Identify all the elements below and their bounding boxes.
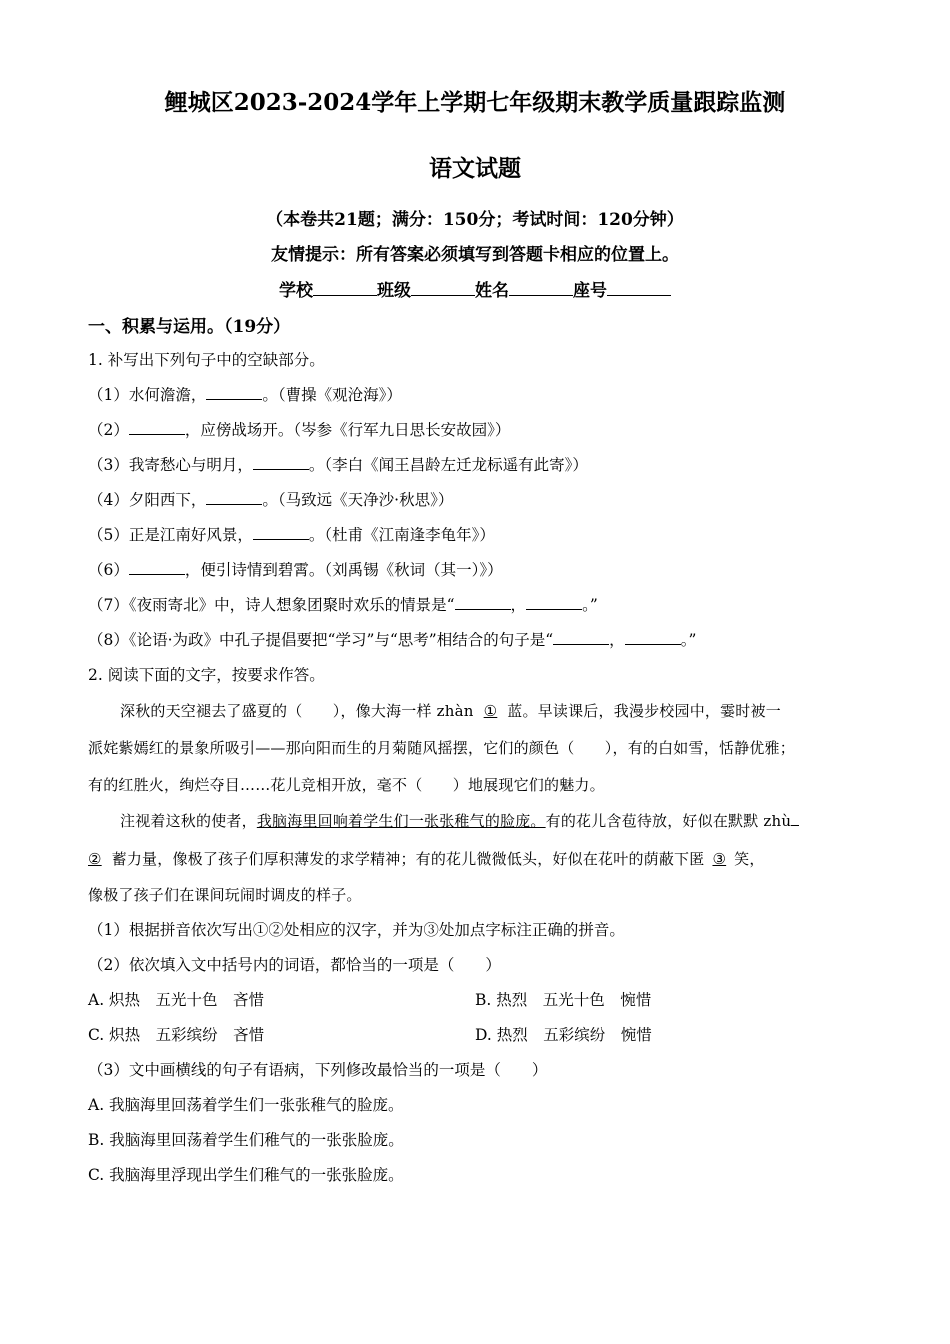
section-heading: 一、积累与运用。（19分）	[88, 317, 291, 337]
q2-sub2-option-b: B. 热烈 五光十色 惋惜	[475, 991, 652, 1009]
passage-p1-line1: 深秋的天空褪去了盛夏的（ ），像大海一样 zhàn ① 蓝。早读课后，我漫步校园中，霎时被一	[120, 702, 781, 720]
blank-marker-1: ①	[483, 702, 498, 720]
q2-sub3: （3）文中画横线的句子有语病，下列修改最恰当的一项是（ ）	[88, 1061, 548, 1079]
answer-blank	[129, 419, 185, 436]
passage-p1-line2: 派姹紫嫣红的景象所吸引——那向阳而生的月菊随风摇摆，它们的颜色（ ），有的白如雪，恬静优雅；	[88, 739, 795, 757]
friendly-tip: 友情提示：所有答案必须填写到答题卡相应的位置上。	[271, 245, 679, 265]
passage-p2-line2: ② 蓄力量，像极了孩子们厚积薄发的求学精神；有的花儿微微低头，好似在花叶的荫蔽下匿 ③ 笑，	[88, 850, 765, 868]
q1-item-5: （5）正是江南好风景， 。（杜甫《江南逢李龟年》）	[88, 523, 495, 545]
q2-sub3-option-c: C. 我脑海里浮现出学生们稚气的一张张脸庞。	[88, 1166, 404, 1184]
q1-item-1: （1）水何澹澹， 。（曹操《观沧海》）	[88, 383, 402, 405]
answer-blank	[206, 489, 262, 506]
answer-blank	[553, 629, 609, 646]
school-blank	[313, 278, 377, 296]
q2-sub3-option-b: B. 我脑海里回荡着学生们稚气的一张张脸庞。	[88, 1131, 404, 1149]
answer-blank	[206, 384, 262, 401]
blank-marker-2: ②	[88, 850, 102, 868]
q1-item-7: （7）《夜雨寄北》中，诗人想象团聚时欢乐的情景是“ ， 。”	[88, 593, 598, 615]
class-blank	[411, 278, 475, 296]
exam-subtitle: 语文试题	[429, 155, 521, 182]
seat-label: 座号	[573, 281, 607, 301]
underlined-sentence: 我脑海里回响着学生们一张张稚气的脸庞。	[256, 812, 546, 830]
q2-sub2: （2）依次填入文中括号内的词语，都恰当的一项是（ ）	[88, 956, 501, 974]
blank-marker-3: ③	[712, 850, 727, 868]
q1-item-3: （3）我寄愁心与明月， 。（李白《闻王昌龄左迁龙标遥有此寄》）	[88, 453, 588, 475]
q2-sub2-option-d: D. 热烈 五彩缤纷 惋惜	[475, 1026, 652, 1044]
passage-p2-line3: 像极了孩子们在课间玩闹时调皮的样子。	[88, 886, 362, 904]
passage-p1-line3: 有的红胜火，绚烂夺目……花儿竞相开放，毫不（ ）地展现它们的魅力。	[88, 776, 605, 794]
seat-blank	[607, 278, 671, 296]
answer-blank	[455, 594, 511, 611]
answer-blank	[129, 559, 185, 576]
answer-blank	[253, 454, 309, 471]
passage-p2-line1: 注视着这秋的使者，我脑海里回响着学生们一张张稚气的脸庞。有的花儿含苞待放，好似在默默 zhù	[120, 810, 799, 831]
q2-sub1: （1）根据拼音依次写出①②处相应的汉字，并为③处加点字标注正确的拼音。	[88, 921, 625, 939]
q1-item-6: （6） ，便引诗情到碧霄。（刘禹锡《秋词（其一）》）	[88, 558, 503, 580]
name-blank	[509, 278, 573, 296]
student-info-fields	[0, 276, 950, 301]
answer-blank	[253, 524, 309, 541]
q1-item-4: （4）夕阳西下， 。（马致远《天净沙·秋思》）	[88, 488, 453, 510]
name-label: 姓名	[475, 281, 509, 301]
answer-blank	[526, 594, 582, 611]
q2-sub2-option-a: A. 炽热 五光十色 吝惜	[88, 991, 265, 1009]
q2-stem: 2. 阅读下面的文字，按要求作答。	[88, 666, 325, 684]
q1-item-8: （8）《论语·为政》中孔子提倡要把“学习”与“思考”相结合的句子是“ ， 。”	[88, 628, 696, 650]
exam-info: （本卷共21题；满分：150分；考试时间：120分钟）	[266, 210, 684, 230]
answer-blank	[625, 629, 681, 646]
q1-item-2: （2） ，应傍战场开。（岑参《行军九日思长安故园》）	[88, 418, 510, 440]
class-label: 班级	[377, 281, 411, 301]
q2-sub2-option-c: C. 炽热 五彩缤纷 吝惜	[88, 1026, 265, 1044]
exam-title: 鲤城区2023-2024学年上学期七年级期末教学质量跟踪监测	[164, 89, 786, 116]
school-label: 学校	[279, 281, 313, 301]
q1-stem: 1. 补写出下列句子中的空缺部分。	[88, 351, 325, 369]
q2-sub3-option-a: A. 我脑海里回荡着学生们一张张稚气的脸庞。	[88, 1096, 404, 1114]
